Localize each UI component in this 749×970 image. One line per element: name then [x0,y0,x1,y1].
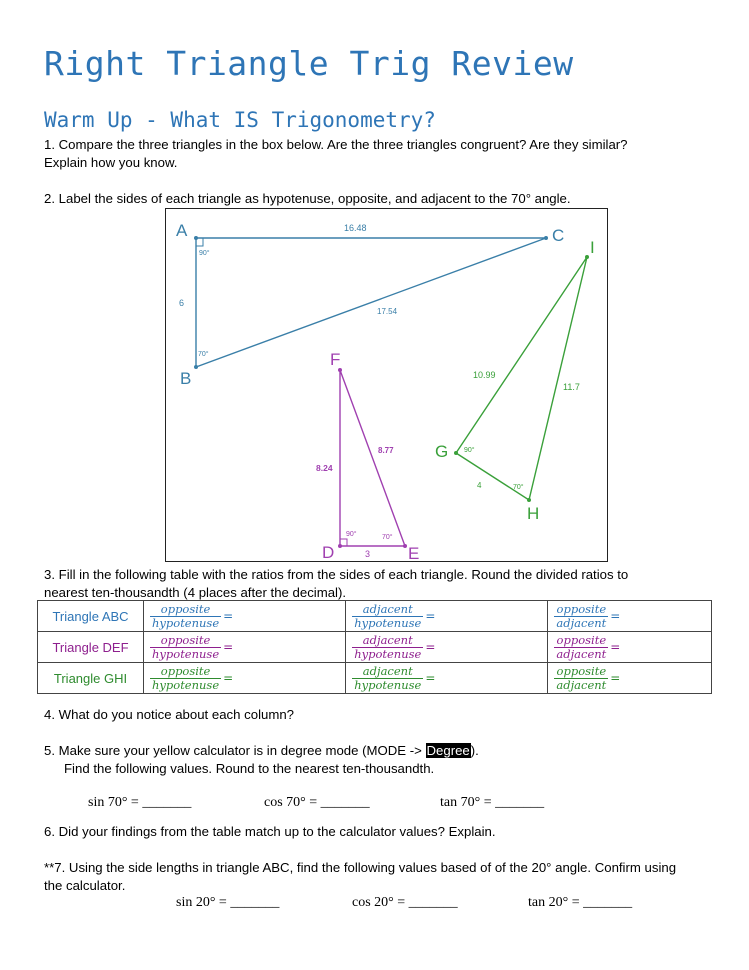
equals-sign: = [425,609,436,623]
fraction-denominator: hypotenuse [354,646,422,661]
angle-g-label: 90° [464,447,475,454]
triangles-svg [166,209,609,563]
question-6: 6. Did your findings from the table match up to the calculator values? Explain. [44,824,496,839]
side-ac-length: 16.48 [344,223,367,233]
ratio-cell[interactable] [144,632,346,663]
triangle-abc [196,238,546,367]
fraction-denominator: hypotenuse [354,615,422,630]
question-7-continued: the calculator. [44,878,126,893]
tan-20-blank: tan 20° = _______ [528,895,633,910]
vertex-g-label: G [435,442,449,461]
angle-a-label: 90° [199,250,210,257]
page-title: Right Triangle Trig Review [44,44,574,83]
ratio-fraction [352,603,423,630]
fraction-numerator: adjacent [362,663,413,678]
side-ef-length: 8.77 [378,446,394,455]
vertex-f-label: F [330,350,341,369]
side-gi-length: 10.99 [473,370,496,380]
angle-b-label: 70° [198,351,209,358]
side-df-length: 8.24 [316,463,333,473]
fraction-denominator: hypotenuse [152,646,220,661]
ratio-fraction [150,634,221,661]
question-2: 2. Label the sides of each triangle as hypotenuse, opposite, and adjacent to the 70° angle. [44,191,571,206]
ratio-cell[interactable] [346,601,548,632]
row-label: Triangle DEF [38,632,144,663]
vertex-h-label: H [527,504,540,523]
fraction-denominator: hypotenuse [354,677,422,692]
fraction-numerator: opposite [556,601,607,616]
angle-d-label: 90° [346,531,357,538]
side-gh-length: 4 [477,481,482,490]
question-4: 4. What do you notice about each column? [44,707,294,722]
angle-e-label: 70° [382,534,393,541]
equals-sign: = [223,609,234,623]
question-5-text: 5. Make sure your yellow calculator is in degree mode (MODE -> [44,743,426,758]
ratio-cell[interactable] [346,632,548,663]
side-bc-length: 17.54 [377,307,398,316]
vertex-b-label: B [180,369,192,388]
ratio-cell[interactable] [144,601,346,632]
tan-70-blank: tan 70° = _______ [440,795,545,810]
vertex-g-point [454,451,458,455]
vertex-h-point [527,498,531,502]
equals-sign: = [610,640,621,654]
ratio-fraction [554,634,608,661]
vertex-i-point [585,255,589,259]
vertex-e-label: E [408,544,420,563]
ratio-cell[interactable] [144,663,346,694]
fraction-numerator: opposite [160,663,211,678]
question-5 [44,742,479,760]
vertex-e-point [403,544,407,548]
fraction-denominator: adjacent [556,677,607,692]
ratio-table [37,600,712,694]
side-ab-length: 6 [179,298,185,308]
question-3: 3. Fill in the following table with the ratios from the sides of each triangle. Round the divided ratios to [44,567,629,582]
ratio-cell[interactable] [548,663,712,694]
ratio-fraction [352,665,423,692]
sin-70-blank: sin 70° = _______ [88,795,192,810]
fraction-numerator: adjacent [362,601,413,616]
fraction-numerator: opposite [556,632,607,647]
cos-70-blank: cos 70° = _______ [264,795,370,810]
ratio-fraction [150,665,221,692]
fraction-denominator: hypotenuse [152,677,220,692]
fraction-numerator: adjacent [362,632,413,647]
triangle-abc-sides [196,238,546,367]
fraction-numerator: opposite [160,632,211,647]
equals-sign: = [425,671,436,685]
fraction-numerator: opposite [160,601,211,616]
side-hi-length: 11.7 [563,382,580,392]
triangles-figure [165,208,608,562]
equals-sign: = [425,640,436,654]
vertex-a-label: A [176,221,188,240]
degree-highlight: Degree [426,743,470,758]
ratio-fraction [150,603,221,630]
ratio-cell[interactable] [346,663,548,694]
question-5-instruction: Find the following values. Round to the nearest ten-thousandth. [64,761,435,776]
ratio-cell[interactable] [548,601,712,632]
fraction-denominator: adjacent [556,646,607,661]
equals-sign: = [610,671,621,685]
ratio-fraction [352,634,423,661]
fraction-numerator: opposite [556,663,607,678]
ratio-fraction [554,603,608,630]
table-row [38,601,712,632]
fraction-denominator: adjacent [556,615,607,630]
row-label: Triangle ABC [38,601,144,632]
fraction-denominator: hypotenuse [152,615,220,630]
equals-sign: = [610,609,621,623]
vertex-d-point [338,544,342,548]
question-3-continued: nearest ten-thousandth (4 places after the decimal). [44,585,347,600]
row-label: Triangle GHI [38,663,144,694]
angle-h-label: 70° [513,484,524,491]
ratio-fraction [554,665,608,692]
equals-sign: = [223,671,234,685]
vertex-a-point [194,236,198,240]
cos-20-blank: cos 20° = _______ [352,895,458,910]
vertex-c-label: C [552,226,565,245]
triangle-def [340,370,405,546]
vertex-c-point [544,236,548,240]
question-7: **7. Using the side lengths in triangle ABC, find the following values based of of the 20° angle. Confirm using [44,860,677,875]
table-row [38,632,712,663]
question-5-end: ). [470,743,479,758]
vertex-d-label: D [322,543,335,562]
vertex-b-point [194,365,198,369]
triangle-def-sides [340,370,405,546]
question-1-continued: Explain how you know. [44,155,178,170]
side-de-length: 3 [365,549,371,559]
equals-sign: = [223,640,234,654]
vertex-i-label: I [590,238,595,257]
section-subtitle: Warm Up - What IS Trigonometry? [44,108,436,132]
table-row [38,663,712,694]
sin-20-blank: sin 20° = _______ [176,895,280,910]
ratio-cell[interactable] [548,632,712,663]
question-1: 1. Compare the three triangles in the box below. Are the three triangles congruent? Are they similar? [44,137,628,152]
